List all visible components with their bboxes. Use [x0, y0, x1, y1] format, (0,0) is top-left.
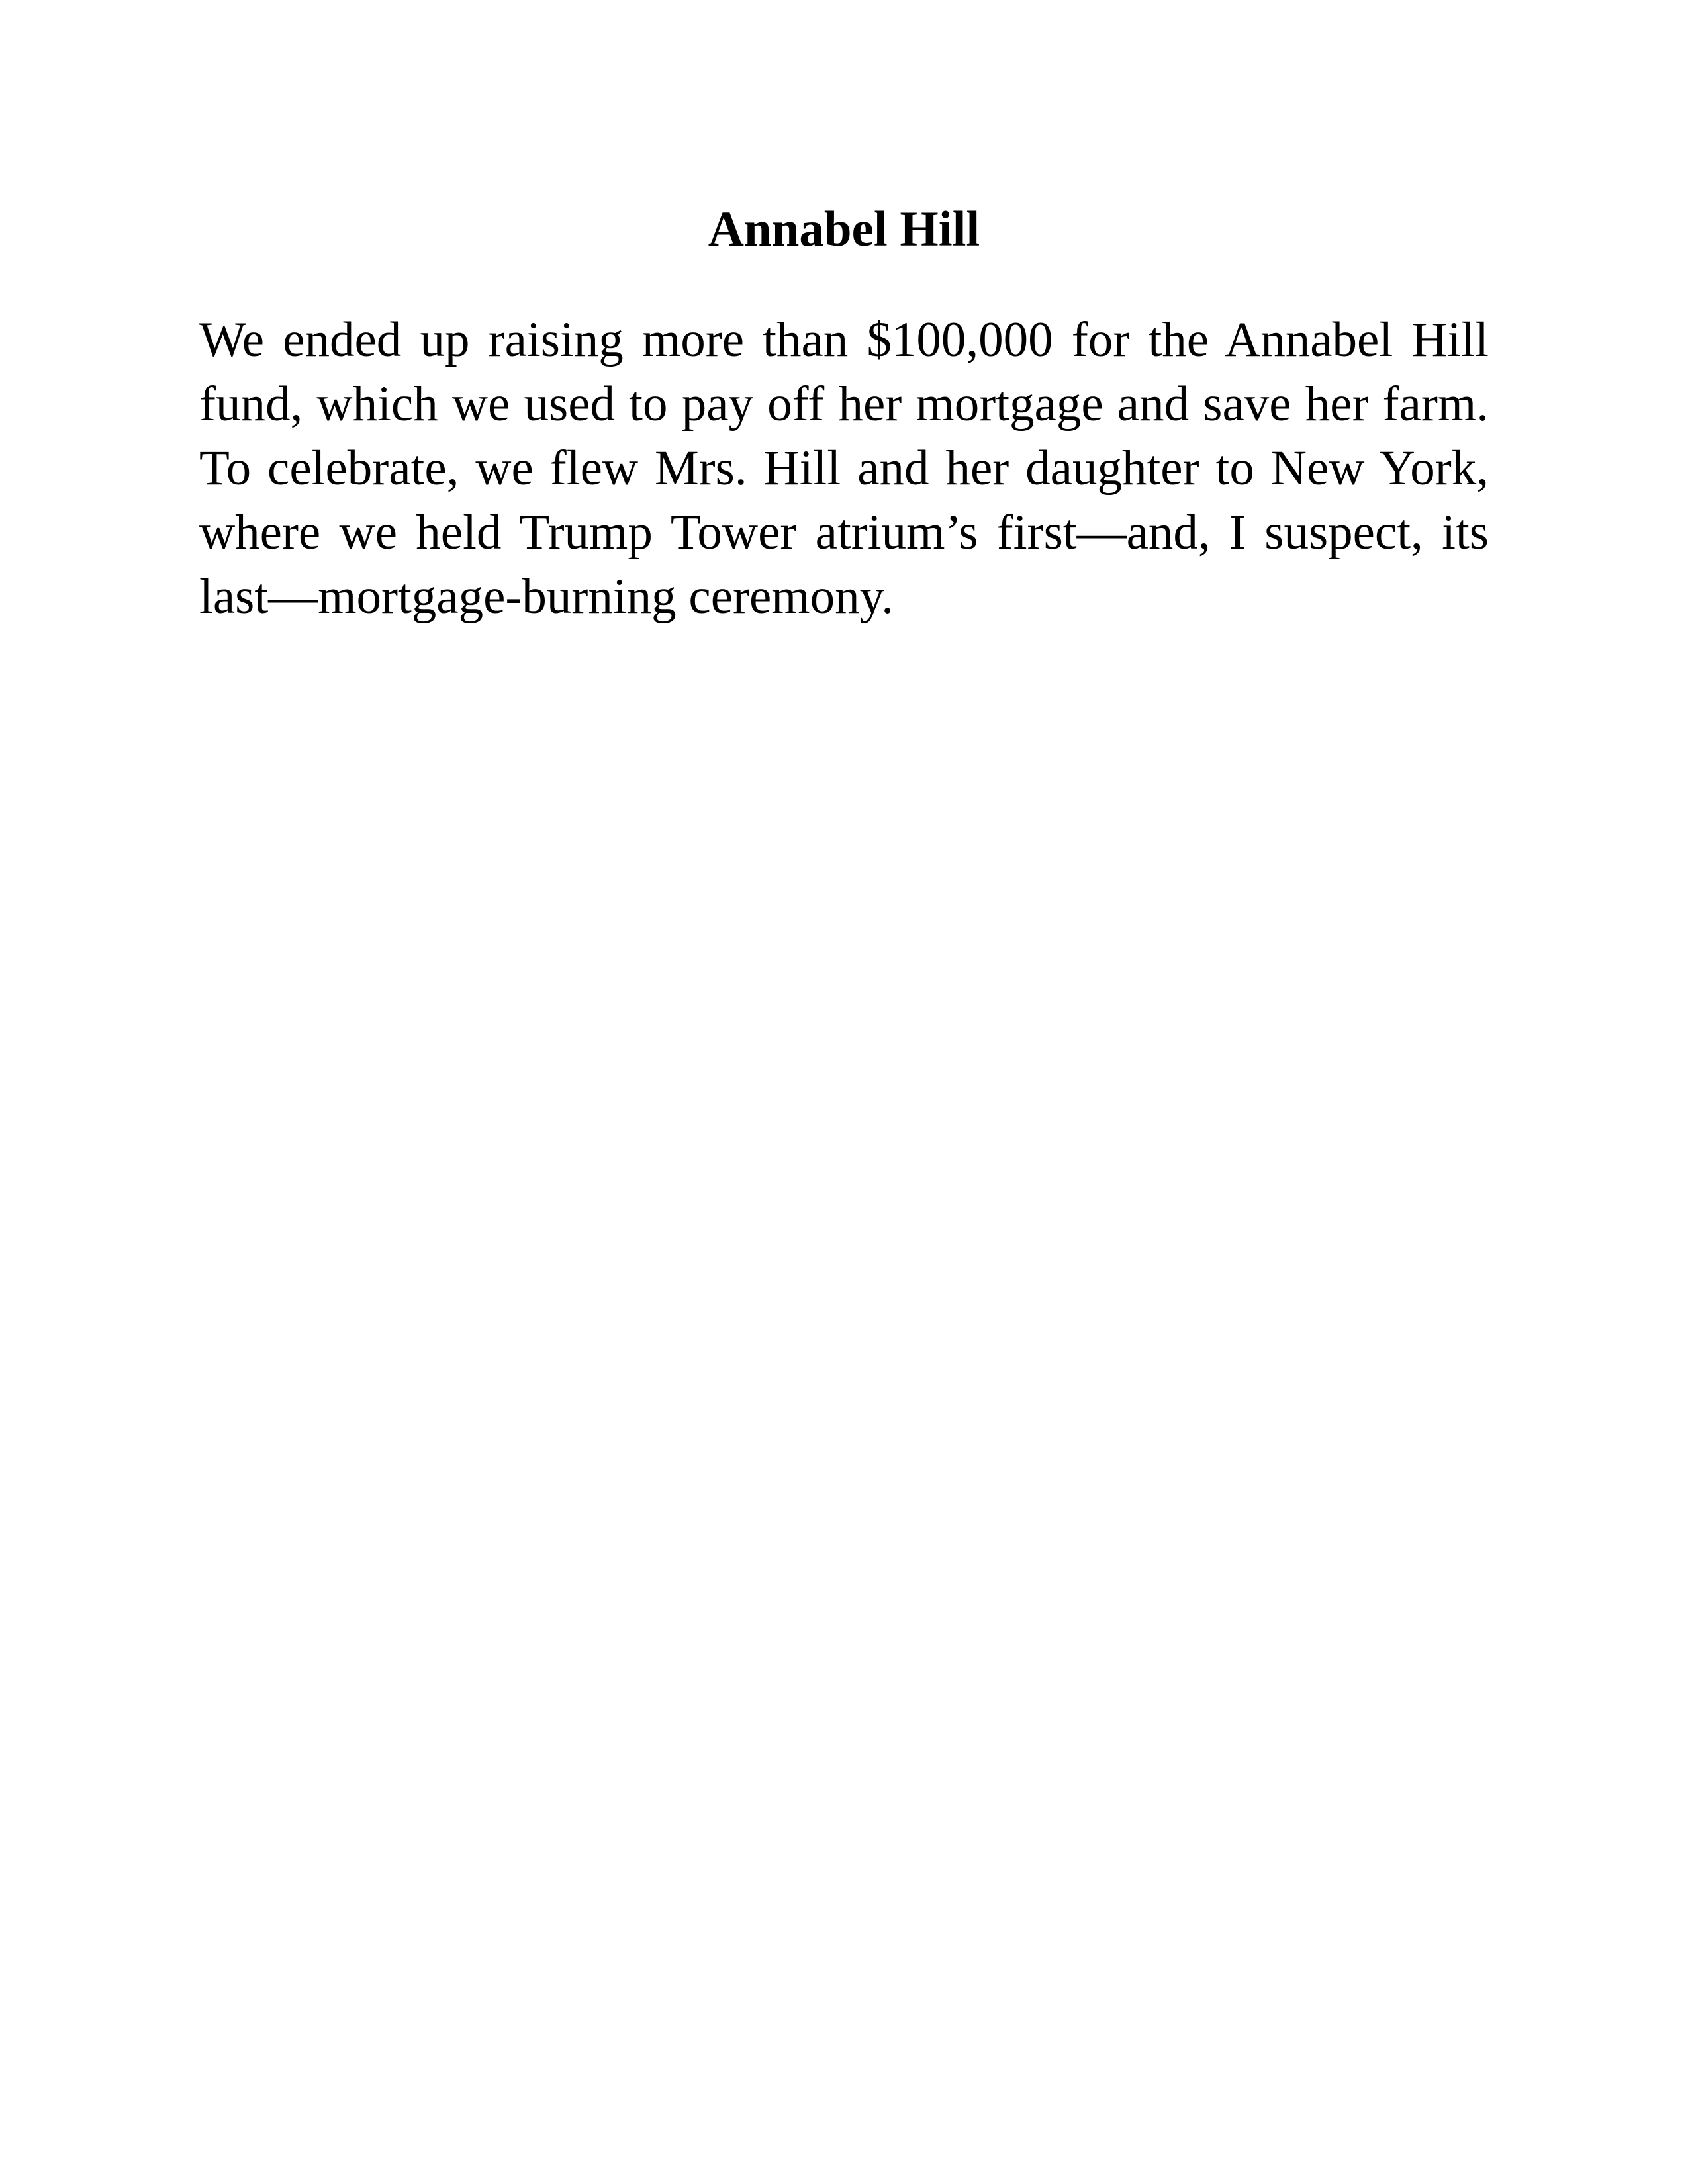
page-title: Annabel Hill	[708, 202, 980, 257]
body-paragraph: We ended up raising more than $100,000 for the Annabel Hill fund, which we used to pay off her mortgage and save her farm. To celebrate, we flew Mrs. Hill and her daughter to New York, where we held Trump Tower atrium’s first—and, I suspect, its last—mortgage-burning ceremony.	[199, 312, 1489, 624]
